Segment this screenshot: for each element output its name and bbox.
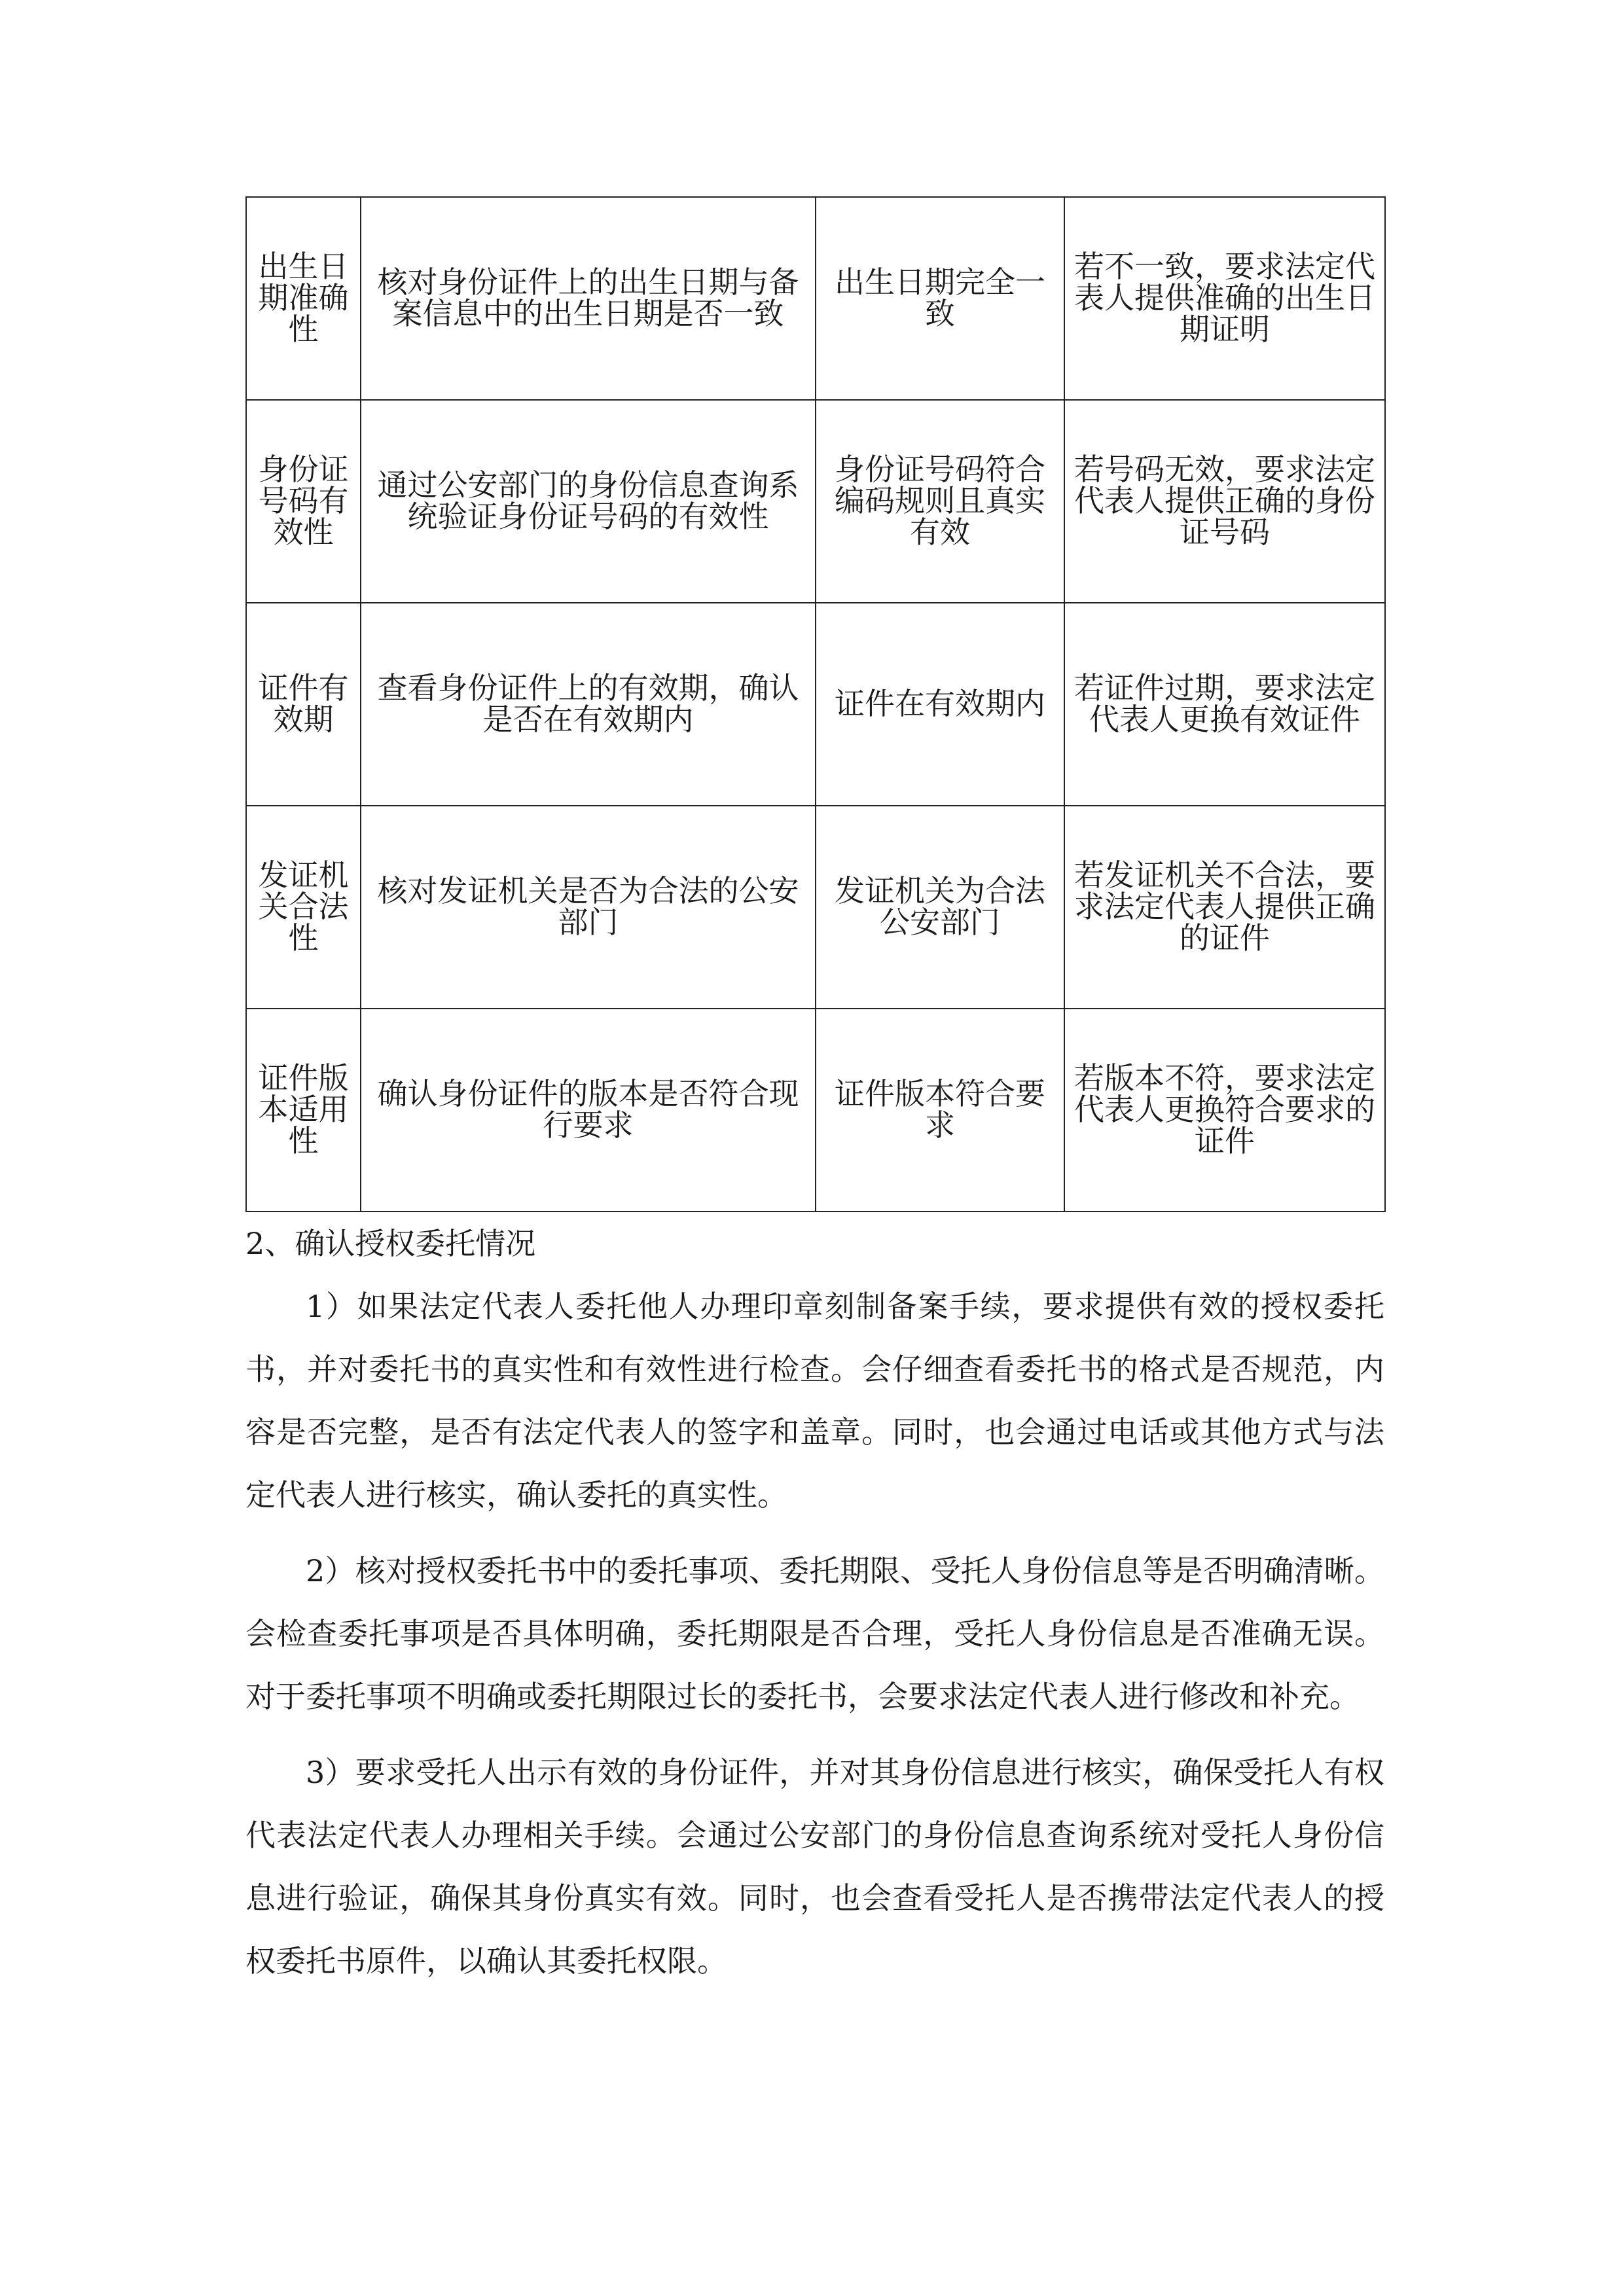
table-cell-method: 核对身份证件上的出生日期与备案信息中的出生日期是否一致: [361, 197, 816, 400]
table-cell-method: 核对发证机关是否为合法的公安部门: [361, 806, 816, 1009]
table-cell-item: 出生日期准确性: [246, 197, 361, 400]
table-cell-item: 证件版本适用性: [246, 1009, 361, 1211]
table-cell-item: 发证机关合法性: [246, 806, 361, 1009]
table-row: [246, 400, 1385, 603]
table-cell-item: 证件有效期: [246, 603, 361, 806]
table-row: [246, 197, 1385, 400]
table-cell-action: 若发证机关不合法，要求法定代表人提供正确的证件: [1064, 806, 1385, 1009]
table-cell-action: 若版本不符，要求法定代表人更换符合要求的证件: [1064, 1009, 1385, 1211]
table-cell-action: 若不一致，要求法定代表人提供准确的出生日期证明: [1064, 197, 1385, 400]
table-row: [246, 1009, 1385, 1211]
paragraph: 2）核对授权委托书中的委托事项、委托期限、受托人身份信息等是否明确清晰。会检查委托事项是否具体明确，委托期限是否合理，受托人身份信息是否准确无误。对于委托事项不明确或委托期限过长的委托书，会要求法定代表人进行修改和补充。: [245, 1553, 1384, 1714]
table-cell-standard: 证件在有效期内: [816, 603, 1064, 806]
table-cell-method: 查看身份证件上的有效期，确认是否在有效期内: [361, 603, 816, 806]
table-row: [246, 603, 1385, 806]
table-cell-standard: 出生日期完全一致: [816, 197, 1064, 400]
table-cell-standard: 证件版本符合要求: [816, 1009, 1064, 1211]
table-row: [246, 806, 1385, 1009]
authorization-section: [245, 1224, 1384, 2005]
table-cell-action: 若号码无效，要求法定代表人提供正确的身份证号码: [1064, 400, 1385, 603]
table-cell-item: 身份证号码有效性: [246, 400, 361, 603]
paragraph: 1）如果法定代表人委托他人办理印章刻制备案手续，要求提供有效的授权委托书，并对委托书的真实性和有效性进行检查。会仔细查看委托书的格式是否规范，内容是否完整，是否有法定代表人的签字和盖章。同时，也会通过电话或其他方式与法定代表人进行核实，确认委托的真实性。: [245, 1289, 1384, 1513]
table-cell-action: 若证件过期，要求法定代表人更换有效证件: [1064, 603, 1385, 806]
table-cell-standard: 发证机关为合法公安部门: [816, 806, 1064, 1009]
paragraph: 3）要求受托人出示有效的身份证件，并对其身份信息进行核实，确保受托人有权代表法定代表人办理相关手续。会通过公安部门的身份信息查询系统对受托人身份信息进行验证，确保其身份真实有效。同时，也会查看受托人是否携带法定代表人的授权委托书原件，以确认其委托权限。: [245, 1755, 1384, 1979]
table-cell-method: 确认身份证件的版本是否符合现行要求: [361, 1009, 816, 1211]
section-heading: 2、确认授权委托情况: [245, 1226, 536, 1261]
verification-table: [245, 196, 1386, 1212]
table-cell-standard: 身份证号码符合编码规则且真实有效: [816, 400, 1064, 603]
table-cell-method: 通过公安部门的身份信息查询系统验证身份证号码的有效性: [361, 400, 816, 603]
